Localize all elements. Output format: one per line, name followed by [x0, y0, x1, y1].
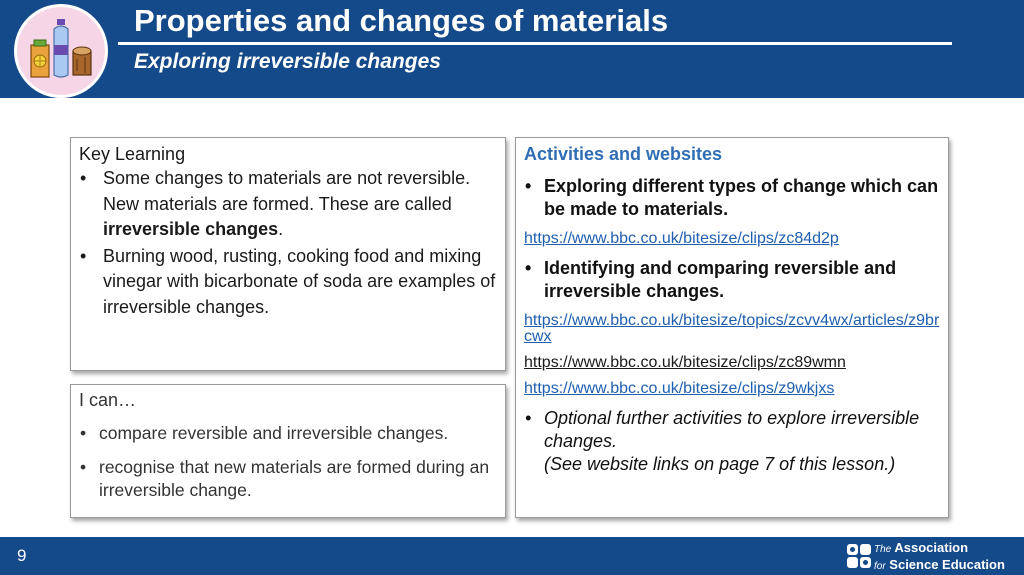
i-can-item: • compare reversible and irreversible changes. [79, 422, 497, 445]
footer-band [0, 537, 1024, 575]
activity-link[interactable]: https://www.bbc.co.uk/bitesize/topics/zcvv4wx/articles/z9brcwx [524, 312, 940, 345]
i-can-item: • recognise that new materials are formed during an irreversible change. [79, 456, 497, 502]
page-title: Properties and changes of materials [134, 3, 669, 38]
key-learning-item [79, 166, 497, 243]
ase-logo-text [874, 540, 1005, 574]
activity-item-optional [524, 407, 940, 476]
page-number: 9 [17, 546, 27, 565]
key-learning-item-end: . [278, 219, 284, 239]
ase-for: for [874, 561, 886, 572]
key-learning-box [70, 137, 506, 371]
key-learning-item-text: Some changes to materials are not reversible. New materials are formed. These are called [103, 168, 471, 214]
key-learning-item: • Burning wood, rusting, cooking food and mixing vinegar with bicarbonate of soda are examples of irreversible changes. [79, 244, 497, 321]
ase-the: The [874, 544, 892, 555]
materials-logo-icon-graphic [17, 7, 105, 95]
optional-activity-text: Optional further activities to explore irreversible changes. [544, 408, 920, 451]
i-can-list [79, 422, 497, 502]
materials-logo-icon [14, 4, 108, 98]
activity-item: • Identifying and comparing reversible and irreversible changes. [524, 257, 940, 303]
i-can-box [70, 384, 506, 518]
i-can-heading: I can… [79, 390, 137, 410]
activity-link[interactable]: https://www.bbc.co.uk/bitesize/clips/zc84d2p [524, 230, 839, 247]
optional-activity-note: (See website links on page 7 of this lesson.) [544, 454, 896, 474]
key-learning-list [79, 166, 497, 320]
header-band [0, 0, 1024, 98]
key-learning-heading: Key Learning [79, 144, 186, 164]
key-learning-item-bold: irreversible changes [103, 219, 279, 239]
activities-box [515, 137, 949, 518]
ase-line1: Association [894, 540, 969, 555]
ase-logo-icon [846, 543, 872, 569]
page-subtitle: Exploring irreversible changes [134, 50, 441, 73]
activity-link[interactable]: https://www.bbc.co.uk/bitesize/clips/zc89wmn [524, 354, 846, 371]
title-divider [118, 42, 952, 45]
activity-item: • Exploring different types of change which can be made to materials. [524, 175, 940, 221]
ase-line2: Science Education [889, 557, 1005, 572]
activity-link[interactable]: https://www.bbc.co.uk/bitesize/clips/z9wkjxs [524, 380, 835, 397]
activities-heading: Activities and websites [524, 144, 723, 164]
